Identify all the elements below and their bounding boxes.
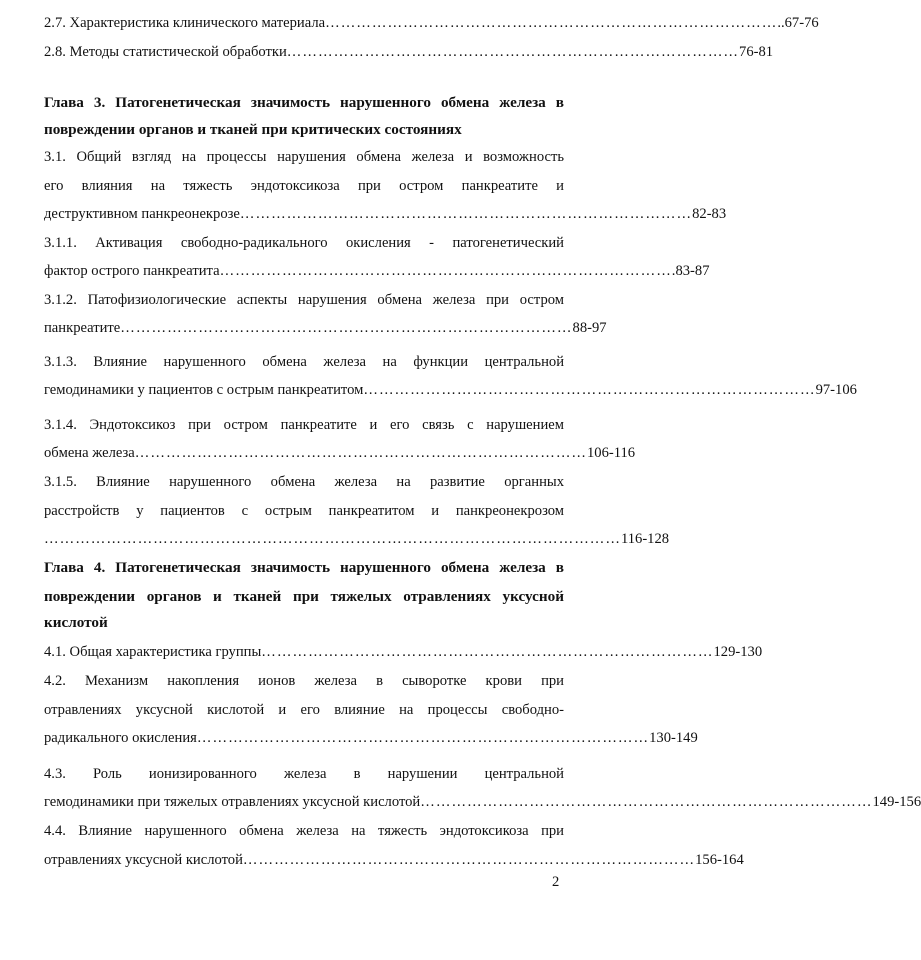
leader-dots: …………………………………………………………………………… [261,644,714,660]
toc-entry-3-1-5-line-3 [44,530,670,548]
chapter-4-heading-line-2: повреждении органов и тканей при тяжелых отравлениях уксусной [44,588,564,605]
toc-entry-3-1-2-line-1: 3.1.2. Патофизиологические аспекты нарушения обмена железа при остром [44,292,564,308]
toc-entry-text: обмена железа [44,445,135,461]
toc-entry-4-1 [44,643,763,661]
toc-entry-4-2-line-3 [44,729,698,747]
chapter-4-heading-line-1: Глава 4. Патогенетическая значимость нарушенного обмена железа в [44,559,564,576]
toc-entry-text: отравлениях уксусной кислотой [44,852,243,868]
toc-entry-pages: 88-97 [572,320,607,336]
toc-entry-4-4-line-2 [44,851,744,869]
toc-entry-3-1-1-line-1: 3.1.1. Активация свободно-радикального окисления - патогенетический [44,235,564,251]
leader-dots: …………………………………………………………………………… [420,794,873,810]
leader-dots: …………………………………………………………………………… [286,44,740,60]
toc-entry-text: фактор острого панкреатита [44,263,220,279]
leader-dots: …………………………………………………………………………… [219,263,672,279]
leader-dots: …………………………………………………………………………… [134,445,587,461]
toc-entry-2-8 [44,43,774,61]
toc-entry-pages: 106-116 [587,445,636,461]
toc-entry-text: 2.8. Методы статистической обработки [44,44,287,60]
toc-entry-pages: 116-128 [620,531,670,547]
toc-entry-pages: 129-130 [713,644,763,660]
toc-entry-3-1-5-line-2: расстройств у пациентов с острым панкреатитом и панкреонекрозом [44,503,564,519]
toc-entry-2-7 [44,14,819,32]
toc-entry-text: деструктивном панкреонекрозе [44,206,240,222]
toc-entry-3-1-4-line-2 [44,444,636,462]
toc-entry-pages: 149-156 [872,794,921,810]
leader-dots: …………………………………………………………………………… [325,15,778,31]
leader-dots: …………………………………………………………………………… [196,730,650,746]
toc-entry-3-1-1-line-2 [44,262,710,280]
toc-entry-4-3-line-1: 4.3. Роль ионизированного железа в нарушении центральной [44,766,564,782]
chapter-3-heading-line-1: Глава 3. Патогенетическая значимость нарушенного обмена железа в [44,94,564,111]
toc-entry-text: панкреатите [44,320,121,336]
chapter-4-heading-line-3: кислотой [44,614,108,631]
toc-entry-3-1-3-line-2 [44,381,857,399]
leader-dots: …………………………………………………………………………… [120,320,573,336]
toc-entry-4-2-line-1: 4.2. Механизм накопления ионов железа в сыворотке крови при [44,673,564,689]
toc-entry-text: гемодинамики у пациентов с острым панкреатитом [44,382,364,398]
toc-entry-3-1-4-line-1: 3.1.4. Эндотоксикоз при остром панкреатите и его связь с нарушением [44,417,564,433]
toc-entry-3-1-5-line-1: 3.1.5. Влияние нарушенного обмена железа на развитие органных [44,474,564,490]
leader-dots: ………………………………………………………………………………………………… [44,531,621,547]
toc-entry-4-3-line-2 [44,793,921,811]
toc-entry-pages: 156-164 [695,852,744,868]
leader-dots: …………………………………………………………………………… [242,852,696,868]
toc-entry-3-1-3-line-1: 3.1.3. Влияние нарушенного обмена железа на функции центральной [44,354,564,370]
toc-entry-pages: 130-149 [649,730,698,746]
leader-dots: …………………………………………………………………………… [239,206,693,222]
toc-entry-text: 2.7. Характеристика клинического материала [44,15,326,31]
toc-entry-pages: 76-81 [739,44,774,60]
toc-entry-3-1-2-line-2 [44,319,607,337]
toc-entry-pages: ..67-76 [777,15,819,31]
toc-entry-pages: 82-83 [692,206,727,222]
toc-entry-text: 4.1. Общая характеристика группы [44,644,262,660]
leader-dots: …………………………………………………………………………… [363,382,816,398]
toc-entry-text: гемодинамики при тяжелых отравлениях уксусной кислотой [44,794,421,810]
toc-entry-3-1-line-2: его влияния на тяжесть эндотоксикоза при остром панкреатите и [44,178,564,194]
toc-entry-pages: .83-87 [671,263,710,279]
toc-entry-4-4-line-1: 4.4. Влияние нарушенного обмена железа на тяжесть эндотоксикоза при [44,823,564,839]
toc-entry-text: радикального окисления [44,730,197,746]
toc-entry-3-1-line-1: 3.1. Общий взгляд на процессы нарушения обмена железа и возможность [44,149,564,165]
toc-entry-4-2-line-2: отравлениях уксусной кислотой и его влияние на процессы свободно- [44,702,564,718]
page-number: 2 [552,874,560,890]
toc-entry-3-1-line-3 [44,205,727,223]
toc-entry-pages: 97-106 [815,382,857,398]
chapter-3-heading-line-2: повреждении органов и тканей при критических состояниях [44,121,462,138]
